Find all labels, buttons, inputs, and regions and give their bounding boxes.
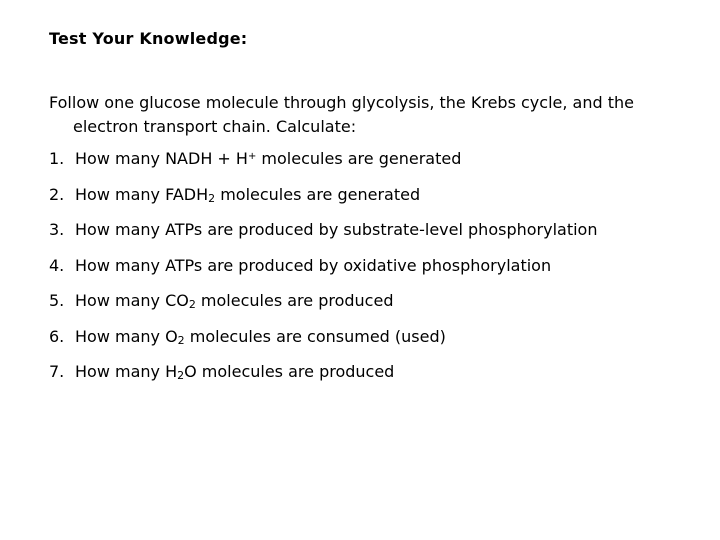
question-text-tail: molecules are produced — [195, 291, 394, 310]
question-number: 5. — [49, 291, 65, 310]
question-text: How many H — [75, 362, 178, 381]
superscript-plus: + — [247, 151, 257, 162]
subscript-2: 2 — [177, 333, 185, 347]
subscript-2: 2 — [177, 369, 185, 382]
question-number: 1. — [49, 149, 65, 168]
question-text: How many CO — [75, 291, 189, 310]
question-list — [49, 147, 597, 396]
question-item-1 — [49, 147, 597, 183]
question-item-5 — [49, 289, 597, 325]
slide-title: Test Your Knowledge: — [49, 29, 248, 48]
question-item-2 — [49, 183, 597, 219]
question-text: How many O — [75, 326, 178, 346]
question-number: 6. — [49, 326, 65, 346]
question-number: 4. — [49, 255, 65, 275]
question-text: How many ATPs are produced by substrate-level phosphorylation — [75, 220, 598, 239]
question-number: 2. — [49, 184, 65, 204]
question-text: How many ATPs are produced by oxidative phosphorylation — [75, 255, 552, 275]
question-text: How many FADH — [75, 184, 209, 204]
intro-paragraph: Follow one glucose molecule through glycolysis, the Krebs cycle, and the electron transport chain. Calculate: — [49, 93, 634, 136]
question-text-tail: molecules are consumed (used) — [184, 326, 446, 346]
question-item-6 — [49, 325, 597, 361]
question-text-tail: molecules are generated — [215, 184, 421, 204]
question-item-7 — [49, 360, 597, 396]
question-item-4 — [49, 254, 597, 290]
question-text: How many NADH + H — [75, 149, 248, 168]
question-number: 7. — [49, 362, 65, 381]
subscript-2: 2 — [188, 298, 196, 311]
subscript-2: 2 — [208, 191, 216, 205]
question-text-tail: O molecules are produced — [184, 362, 395, 381]
question-text-tail: molecules are generated — [256, 149, 462, 168]
question-number: 3. — [49, 220, 65, 239]
question-item-3 — [49, 218, 597, 254]
